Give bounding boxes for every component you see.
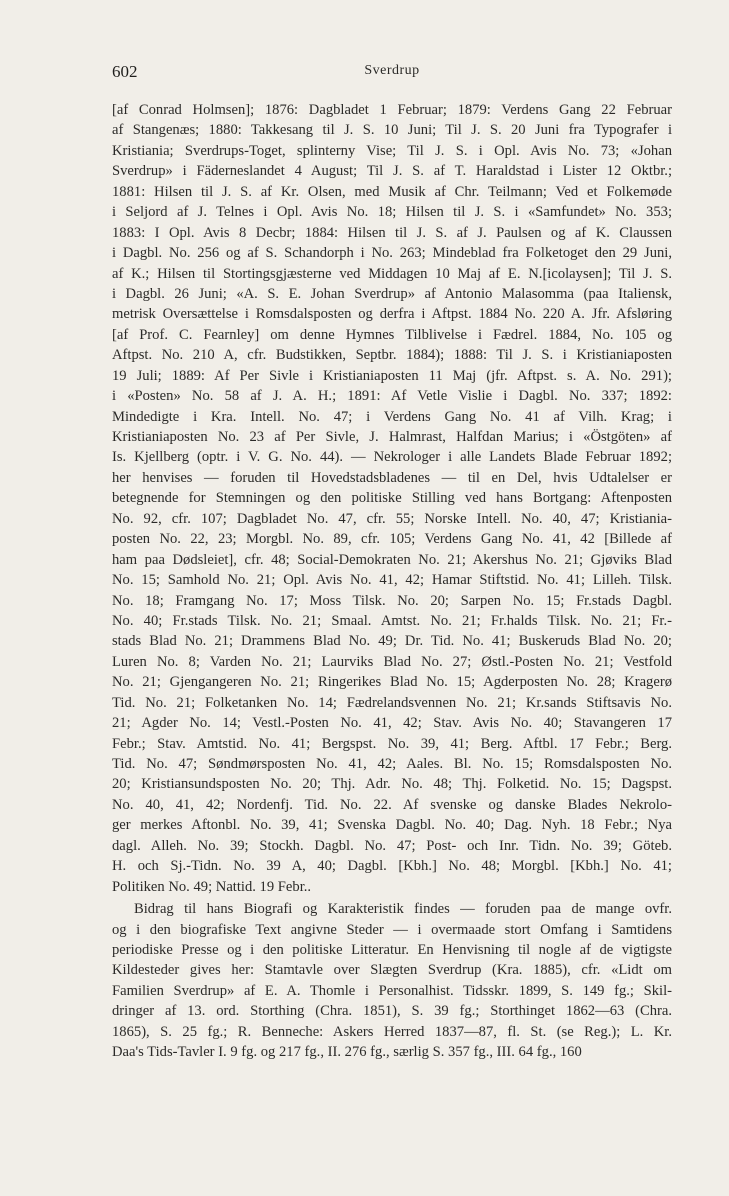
text-line: No. 40; Fr.stads Tilsk. No. 21; Smaal. Amtst. No. 21; Fr.halds Tilsk. No. 21; Fr.-: [112, 612, 672, 629]
text-line: metrisk Oversættelse i Romsdalsposten og derfra i Aftpst. 1884 No. 220 A. Jfr. Afsløring: [112, 306, 672, 323]
text-line: Is. Kjellberg (optr. i V. G. No. 44). — Nekrologer i alle Landets Blade Februar 1892;: [112, 449, 672, 466]
text-line: Familien Sverdrup» af E. A. Thomle i Personalhist. Tidsskr. 1899, S. 149 fg.; Skil-: [112, 982, 672, 999]
text-line: 1883: I Opl. Avis 8 Decbr; 1884: Hilsen til J. S. af J. Paulsen og af K. Claussen: [112, 224, 672, 241]
text-line: No. 18; Framgang No. 17; Moss Tilsk. No. 20; Sarpen No. 15; Fr.stads Dagbl.: [112, 592, 672, 609]
text-line: af Stangenæs; 1880: Takkesang til J. S. 10 Juni; Til J. S. 20 Juni fra Typografer i: [112, 122, 672, 139]
text-line: periodiske Presse og i den politiske Litteratur. En Henvisning til nogle af de vigtigste: [112, 941, 672, 958]
text-line: posten No. 22, 23; Morgbl. No. 89, cfr. 105; Verdens Gang No. 41, 42 [Billede af: [112, 531, 672, 548]
body-text: [112, 100, 672, 1063]
page-number: 602: [112, 62, 138, 81]
text-line: Mindedigte i Kra. Intell. No. 47; i Verdens Gang No. 41 af Vilh. Krag; i: [112, 408, 672, 425]
paragraph-biography-sources: [112, 899, 672, 1063]
text-line: [af Prof. C. Fearnley] om denne Hymnes Tilblivelse i Fædrel. 1884, No. 105 og: [112, 326, 672, 343]
text-line: Kristianiaposten No. 23 af Per Sivle, J. Halmrast, Halfdan Marius; i «Östgöten» af: [112, 429, 672, 445]
running-title: Sverdrup: [364, 63, 420, 78]
text-line: dagl. Alleh. No. 39; Stockh. Dagbl. No. 47; Post- och Inr. Tidn. No. 39; Göteb.: [112, 837, 672, 854]
text-line: i Dagbl. No. 256 og af S. Schandorph i No. 263; Mindeblad fra Folketoget den 29 Juni,: [112, 245, 672, 262]
text-line: ger merkes Aftonbl. No. 39, 41; Svenska Dagbl. No. 40; Dag. Nyh. 18 Febr.; Nya: [112, 817, 672, 834]
text-line: Sverdrup» i Fäderneslandet 4 August; Til J. S. af T. Haraldstad i Lister 12 Oktbr.;: [112, 163, 672, 180]
page-header: [112, 62, 672, 86]
text-line: Kristiania; Sverdrups-Toget, splinterny Vise; Til J. S. i Opl. Avis No. 73; «Johan: [112, 142, 672, 159]
text-line: Politiken No. 49; Nattid. 19 Febr..: [112, 878, 312, 895]
text-line: Tid. No. 21; Folketanken No. 14; Fædrelandsvennen No. 21; Kr.sands Stiftsavis No.: [112, 694, 672, 711]
text-line: No. 21; Gjengangeren No. 21; Ringerikes Blad No. 15; Agderposten No. 28; Kragerø: [112, 674, 672, 691]
text-line: No. 92, cfr. 107; Dagbladet No. 47, cfr. 55; Norske Intell. No. 40, 47; Kristiania-: [112, 510, 672, 527]
text-line: Daa's Tids-Tavler I. 9 fg. og 217 fg., II. 276 fg., særlig S. 357 fg., III. 64 fg., 160: [112, 1044, 582, 1061]
text-line: 21; Agder No. 14; Vestl.-Posten No. 41, 42; Stav. Avis No. 40; Stavangeren 17: [112, 715, 672, 732]
text-line: her henvises — foruden til Hovedstadsbladenes — til en Del, hvis Udtalelser er: [112, 469, 672, 486]
paragraph-references: [112, 100, 672, 897]
text-line: Bidrag til hans Biografi og Karakteristik findes — foruden paa de mange ovfr.: [134, 901, 672, 918]
text-line: Luren No. 8; Varden No. 21; Laurviks Blad No. 27; Østl.-Posten No. 21; Vestfold: [112, 653, 672, 670]
text-line: H. och Sj.-Tidn. No. 39 A, 40; Dagbl. [Kbh.] No. 48; Morgbl. [Kbh.] No. 41;: [112, 858, 672, 875]
text-line: ham paa Dødsleiet], cfr. 48; Social-Demokraten No. 21; Akershus No. 21; Gjøviks Blad: [112, 551, 672, 568]
text-line: 1865), S. 25 fg.; R. Benneche: Askers Herred 1837—87, fl. St. (se Reg.); L. Kr.: [112, 1023, 672, 1040]
text-line: No. 15; Samhold No. 21; Opl. Avis No. 41, 42; Hamar Stiftstid. No. 41; Lilleh. Tilsk.: [112, 572, 672, 589]
text-line: i Dagbl. 26 Juni; «A. S. E. Johan Sverdrup» af Antonio Malasomma (paa Italiensk,: [112, 285, 672, 302]
text-line: dringer af 13. ord. Storthing (Chra. 1851), S. 39 fg.; Storthinget 1862—63 (Chra.: [112, 1003, 672, 1020]
text-line: Aftpst. No. 210 A, cfr. Budstikken, Septbr. 1884); 1888: Til J. S. i Kristianiaposten: [112, 347, 672, 364]
text-line: betegnende for Stemningen og den politiske Stilling ved hans Bortgang: Aftenposten: [112, 490, 672, 507]
text-line: og i den biografiske Text angivne Steder — i overmaade stort Omfang i Samtidens: [112, 921, 672, 938]
text-line: i «Posten» No. 58 af J. A. H.; 1891: Af Vetle Vislie i Dagbl. No. 337; 1892:: [112, 388, 672, 405]
text-line: 20; Kristiansundsposten No. 20; Thj. Adr. No. 48; Thj. Folketid. No. 15; Dagspst.: [112, 776, 672, 793]
text-line: 1881: Hilsen til J. S. af Kr. Olsen, med Musik af Chr. Teilmann; Ved et Folkemøde: [112, 183, 672, 200]
text-line: stads Blad No. 21; Drammens Blad No. 49; Dr. Tid. No. 41; Buskeruds Blad No. 20;: [112, 633, 672, 650]
text-line: af K.; Hilsen til Stortingsgjæsterne ved Middagen 10 Maj af E. N.[icolaysen]; Til J. S.: [112, 265, 672, 282]
text-line: Tid. No. 47; Søndmørsposten No. 41, 42; Aales. Bl. No. 15; Romsdalsposten No.: [112, 756, 672, 772]
text-line: Febr.; Stav. Amtstid. No. 41; Bergspst. No. 39, 41; Berg. Aftbl. 17 Febr.; Berg.: [112, 735, 672, 752]
text-line: Kildesteder gives her: Stamtavle over Slægten Sverdrup (Kra. 1885), cfr. «Lidt om: [112, 962, 672, 979]
text-line: No. 40, 41, 42; Nordenfj. Tid. No. 22. Af svenske og danske Blades Nekrolo-: [112, 796, 672, 813]
text-line: [af Conrad Holmsen]; 1876: Dagbladet 1 Februar; 1879: Verdens Gang 22 Februar: [112, 102, 672, 118]
text-line: i Seljord af J. Telnes i Opl. Avis No. 18; Hilsen til J. S. i «Samfundet» No. 353;: [112, 204, 672, 221]
text-line: 19 Juli; 1889: Af Per Sivle i Kristianiaposten 11 Maj (jfr. Aftpst. s. A. No. 291);: [112, 367, 672, 384]
